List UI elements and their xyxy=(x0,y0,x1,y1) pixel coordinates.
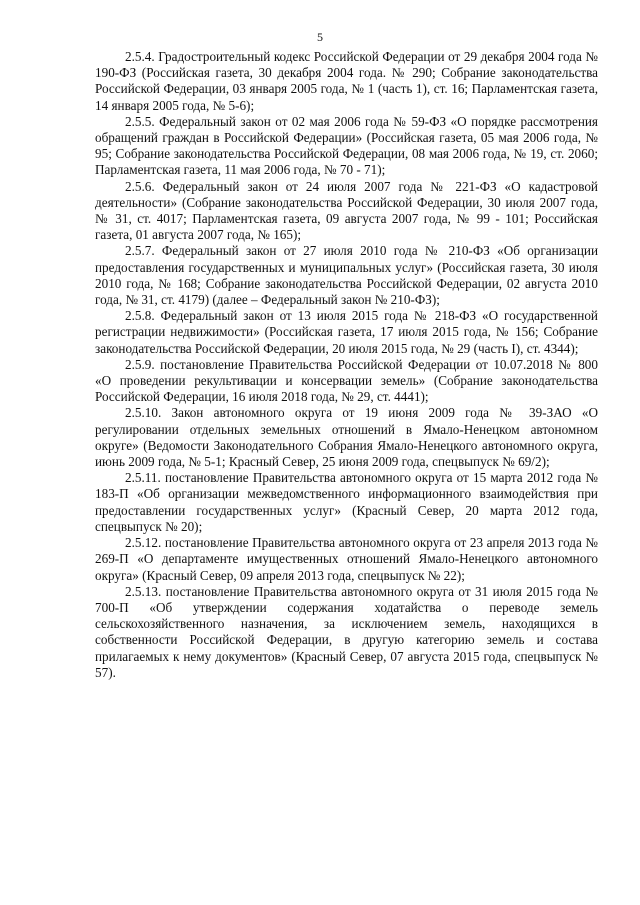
paragraph-2-5-10: 2.5.10. Закон автономного округа от 19 июня 2009 года № 39-ЗАО «О регулировании отдельных земельных отношений в Ямало-Ненецком автономном округе» (Ведомости Законодательного Собрания Ямало-Ненецкого автономного округа, июнь 2009 года, № 5-1; Красный Север, 25 июня 2009 года, спецвыпуск № 69/2); xyxy=(95,405,598,470)
paragraph-2-5-7: 2.5.7. Федеральный закон от 27 июля 2010 года № 210-ФЗ «Об организации предоставления государственных и муниципальных услуг» (Российская газета, 30 июля 2010 года, № 168; Собрание законодательства Российской Федерации, 02 августа 2010 года, № 31, ст. 4179) (далее – Федеральный закон № 210-ФЗ); xyxy=(95,243,598,308)
paragraph-2-5-8: 2.5.8. Федеральный закон от 13 июля 2015 года № 218-ФЗ «О государственной регистрации недвижимости» (Российская газета, 17 июля 2015 года, № 156; Собрание законодательства Российской Федерации, 20 июля 2015 года, № 29 (часть I), ст. 4344); xyxy=(95,308,598,356)
paragraph-2-5-11: 2.5.11. постановление Правительства автономного округа от 15 марта 2012 года № 183-П «Об организации межведомственного информационного взаимодействия при предоставлении государственных услуг» (Красный Север, 20 марта 2012 года, спецвыпуск № 20); xyxy=(95,470,598,534)
paragraph-2-5-9: 2.5.9. постановление Правительства Российской Федерации от 10.07.2018 № 800 «О проведении рекультивации и консервации земель» (Собрание законодательства Российской Федерации, 16 июля 2018 года, № 29, ст. 4441); xyxy=(95,356,598,405)
paragraph-2-5-4: 2.5.4. Градостроительный кодекс Российской Федерации от 29 декабря 2004 года № 190-ФЗ (Российская газета, 30 декабря 2004 года. № 290; Собрание законодательства Российской Федерации, 03 января 2005 года, № 1 (часть 1), ст. 16; Парламентская газета, 14 января 2005 года, № 5-6); xyxy=(95,49,598,113)
paragraph-2-5-5: 2.5.5. Федеральный закон от 02 мая 2006 года № 59-ФЗ «О порядке рассмотрения обращений граждан в Российской Федерации» (Российская газета, 05 мая 2006 года, № 95; Собрание законодательства Российской Федерации, 08 мая 2006 года, № 19, ст. 2060; Парламентская газета, 11 мая 2006 года, № 70 - 71); xyxy=(95,113,598,178)
page-number: 5 xyxy=(317,30,323,44)
document-body xyxy=(95,49,598,681)
paragraph-2-5-12: 2.5.12. постановление Правительства автономного округа от 23 апреля 2013 года № 269-П «О департаменте имущественных отношений Ямало-Ненецкого автономного округа» (Красный Север, 09 апреля 2013 года, спецвыпуск № 22); xyxy=(95,535,598,583)
paragraph-2-5-13: 2.5.13. постановление Правительства автономного округа от 31 июля 2015 года № 700-П «Об утверждении содержания ходатайства о переводе земель сельскохозяйственного назначения, за исключением земель, находящихся в собственности Российской Федерации, в другую категорию земель и состава прилагаемых к нему документов» (Красный Север, 07 августа 2015 года, спецвыпуск № 57). xyxy=(95,583,598,680)
paragraph-2-5-6: 2.5.6. Федеральный закон от 24 июля 2007 года № 221-ФЗ «О кадастровой деятельности» (Собрание законодательства Российской Федерации, 30 июля 2007 года, № 31, ст. 4017; Парламентская газета, 09 августа 2007 года, № 99 - 101; Российская газета, 01 августа 2007 года, № 165); xyxy=(95,178,598,243)
